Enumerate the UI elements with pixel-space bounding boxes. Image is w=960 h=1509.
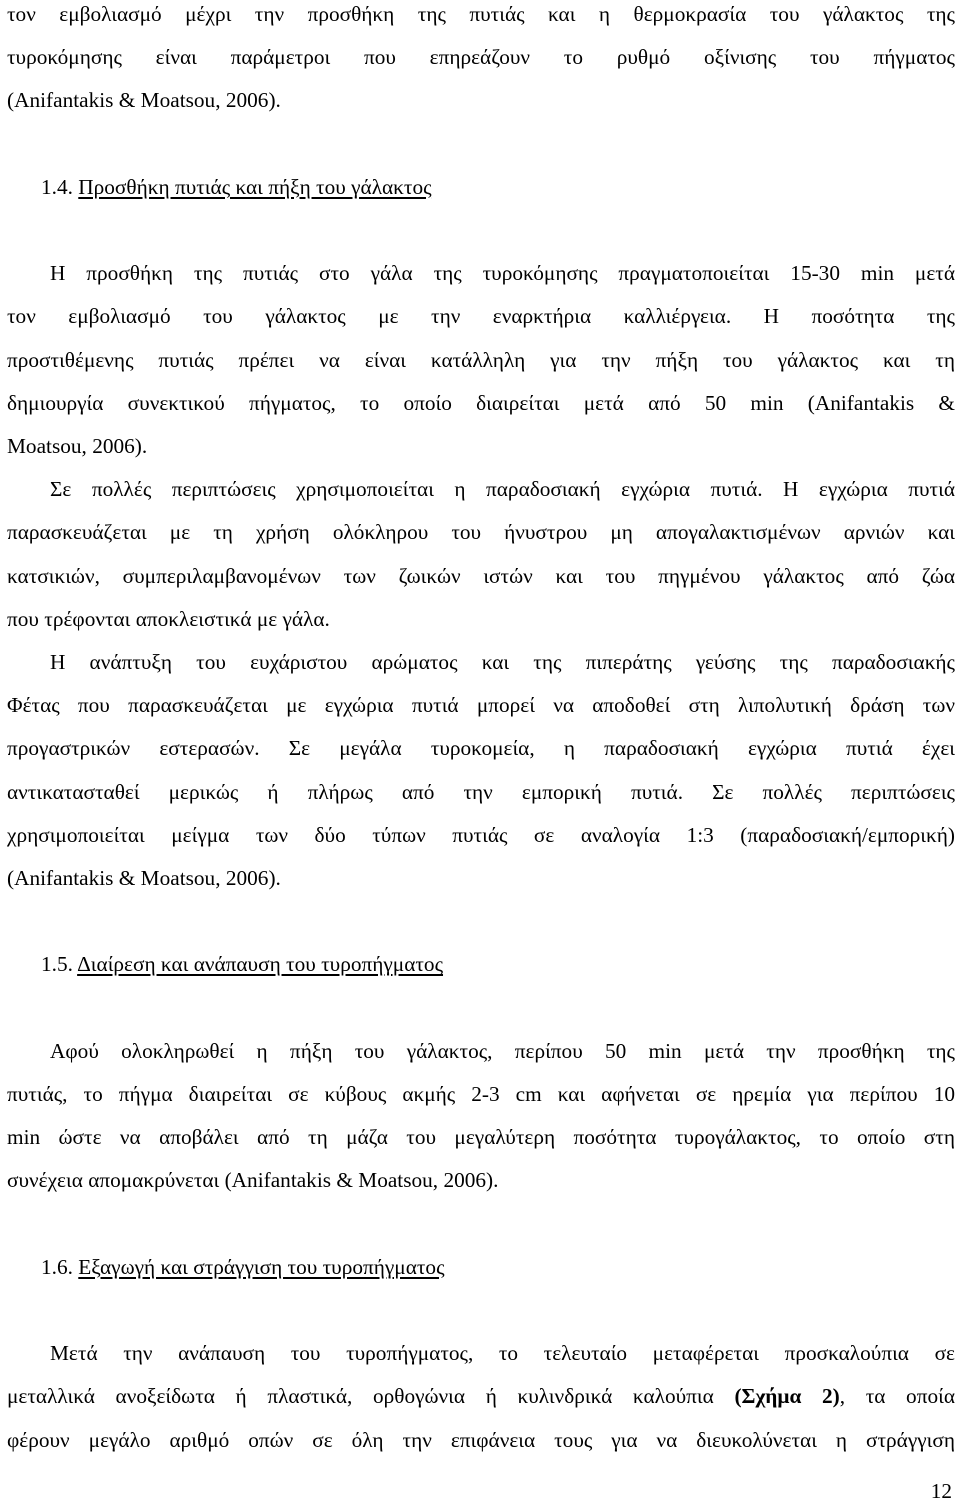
text-line <box>7 1375 955 1418</box>
document-page <box>7 0 955 1462</box>
text-line: αντικατασταθεί μερικώς ή πλήρως από την εμπορική πυτιά. Σε πολλές περιπτώσεις <box>7 779 955 804</box>
text-line: προστιθέμενης πυτιάς πρέπει να είναι κατάλληλη για την πήξη του γάλακτος και τη <box>7 347 955 372</box>
section-1-4-paragraph-3 <box>7 641 955 900</box>
text-line: προγαστρικών εστερασών. Σε μεγάλα τυροκομεία, η παραδοσιακή εγχώρια πυτιά έχει <box>7 736 955 761</box>
page-number: 12 <box>930 1479 952 1503</box>
section-number: 1.4. <box>41 174 73 199</box>
text-segment: , τα οποία <box>839 1384 955 1409</box>
text-line: Η ανάπτυξη του ευχάριστου αρώματος και της πιπεράτης γεύσης της παραδοσιακής <box>50 650 955 675</box>
text-line: Moatsou, 2006). <box>7 434 148 458</box>
section-title: Εξαγωγή και στράγγιση του τυροπήγματος <box>78 1254 445 1279</box>
text-line: (Anifantakis & Moatsou, 2006). <box>7 866 281 891</box>
text-line: δημιουργία συνεκτικού πήγματος, το οποίο διαιρείται μετά από 50 min (Anifantakis & <box>7 390 955 415</box>
section-title: Διαίρεση και ανάπαυση του τυροπήγματος <box>77 952 444 977</box>
text-line: min ώστε να αποβάλει από τη μάζα του μεγαλύτερη ποσότητα τυρογάλακτος, το οποίο στη <box>7 1125 955 1150</box>
text-line: Μετά την ανάπαυση του τυροπήγματος, το τελευταίο μεταφέρεται προσκαλούπια σε <box>50 1341 955 1366</box>
section-heading-1-4 <box>7 166 955 209</box>
text-line: παρασκευάζεται με τη χρήση ολόκληρου του ήνυστρου μη απογαλακτισμένων αρνιών και <box>7 520 955 545</box>
text-line: φέρουν μεγάλο αριθμό οπών σε όλη την επιφάνεια τους για να διευκολύνεται η στράγγιση <box>7 1427 955 1452</box>
text-line: τυροκόμησης είναι παράμετροι που επηρεάζουν το ρυθμό οξίνισης του πήγματος <box>7 45 955 70</box>
text-line: που τρέφονται αποκλειστικά με γάλα. <box>7 606 330 631</box>
text-line: τον εμβολιασμό του γάλακτος με την εναρκτήρια καλλιέργεια. Η ποσότητα της <box>7 304 955 329</box>
text-line: κατσικιών, συμπεριλαμβανομένων των ζωικών ιστών και του πηγμένου γάλακτος από ζώα <box>7 563 955 588</box>
text-segment: μεταλλικά ανοξείδωτα ή πλαστικά, ορθογώνια ή κυλινδρικά καλούπια <box>7 1384 714 1409</box>
text-line: χρησιμοποιείται μείγμα των δύο τύπων πυτιάς σε αναλογία 1:3 (παραδοσιακή/εμπορική) <box>7 822 955 847</box>
text-line: Η προσθήκη της πυτιάς στο γάλα της τυροκόμησης πραγματοποιείται 15-30 min μετά <box>50 261 955 286</box>
text-line: συνέχεια απομακρύνεται (Anifantakis & Moatsou, 2006). <box>7 1168 499 1193</box>
section-title: Προσθήκη πυτιάς και πήξη του γάλακτος <box>78 174 432 199</box>
section-1-4-paragraph-2 <box>7 468 955 641</box>
text-line: πυτιάς, το πήγμα διαιρείται σε κύβους ακμής 2-3 cm και αφήνεται σε ηρεμία για περίπου 10 <box>7 1082 955 1107</box>
section-number: 1.5. <box>41 952 73 977</box>
section-heading-1-6 <box>7 1246 955 1289</box>
text-line: (Anifantakis & Moatsou, 2006). <box>7 88 281 113</box>
figure-reference: (Σχήμα 2) <box>734 1384 840 1409</box>
section-1-5-paragraph-1 <box>7 1030 955 1203</box>
text-line: Φέτας που παρασκευάζεται με εγχώρια πυτιά μπορεί να αποδοθεί στη λιπολυτική δράση των <box>7 693 955 718</box>
text-line: Αφού ολοκληρωθεί η πήξη του γάλακτος, περίπου 50 min μετά την προσθήκη της <box>50 1038 955 1063</box>
section-1-6-paragraph-1 <box>7 1332 955 1462</box>
intro-paragraph <box>7 0 955 123</box>
section-1-4-paragraph-1 <box>7 252 955 468</box>
text-line: τον εμβολιασμό μέχρι την προσθήκη της πυτιάς και η θερμοκρασία του γάλακτος της <box>7 2 955 26</box>
section-heading-1-5 <box>7 943 955 986</box>
section-number: 1.6. <box>41 1254 73 1279</box>
text-line: Σε πολλές περιπτώσεις χρησιμοποιείται η παραδοσιακή εγχώρια πυτιά. Η εγχώρια πυτιά <box>50 477 955 502</box>
